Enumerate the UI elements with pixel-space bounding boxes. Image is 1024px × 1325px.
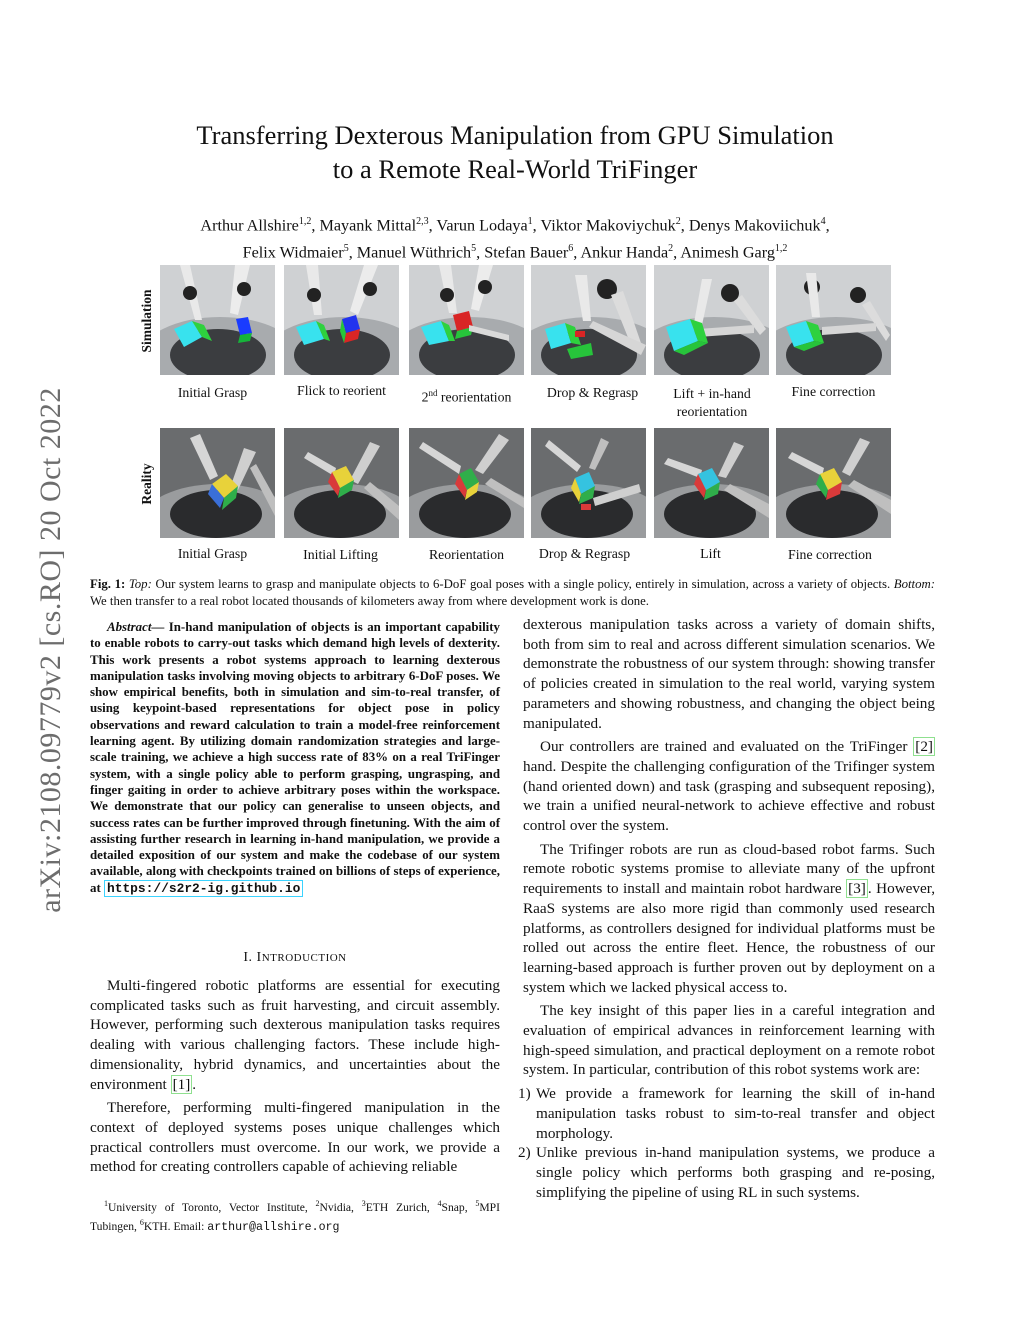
arxiv-stamp — [26, 350, 76, 950]
footnote-aff-text: MPI Tubingen, — [90, 1200, 500, 1234]
author: Viktor Makoviychuk — [540, 216, 676, 235]
footnote-aff-text: University of Toronto, Vector Institute, — [108, 1200, 316, 1214]
caption-top-label: Top: — [128, 577, 152, 591]
intro-paragraph-2: Therefore, performing multi-fingered manipulation in the context of deployed systems poses unique challenges which practical controllers must overcome. In our work, we provide a method for creating controllers capable of achieving reliable — [90, 1099, 500, 1176]
author-affiliation: 2 — [668, 243, 674, 255]
row-label-simulation-text: Simulation — [139, 289, 154, 353]
real-caption-4: Drop & Regrasp — [538, 546, 631, 561]
paper-title — [120, 118, 910, 186]
author: Denys Makoviichuk — [688, 216, 821, 235]
author: Arthur Allshire — [200, 216, 299, 235]
sim-frame-4 — [531, 265, 646, 375]
author-affiliation: 1 — [527, 216, 533, 227]
contribution-list-item — [518, 1084, 935, 1143]
list-text: Unlike previous in-hand manipulation systems, we produce a single policy which performs both grasping and re-posing, simplifying the pipeline of using RL in such systems. — [536, 1144, 935, 1201]
footnote-aff-text: Nvidia, — [319, 1200, 362, 1214]
right-p3-text: The Trifinger robots are run as cloud-based robot farms. Such remote robotic systems promise to alleviate many of the upfront requirements to install and maintain robot hardware — [523, 840, 935, 898]
author: Stefan Bauer — [484, 243, 569, 262]
real-caption-2: Initial Lifting — [303, 547, 378, 562]
section-title-initial: I — [256, 950, 262, 965]
arxiv-stamp-text: arXiv:2108.09779v2 [cs.RO] 20 Oct 2022 — [34, 387, 67, 913]
author-affiliation: 1,2 — [298, 216, 312, 227]
sim-caption-1: Initial Grasp — [177, 385, 248, 400]
left-column-body — [90, 976, 500, 1181]
footnote-aff-number: 4 — [437, 1199, 442, 1208]
section-number: I. — [243, 950, 257, 965]
abstract-heading: Abstract — [107, 620, 152, 634]
list-number: 1) — [518, 1085, 531, 1103]
right-paragraph-1: dexterous manipulation tasks across a variety of domain shifts, both from sim to real and across different simulation scenarios. We demonstrate the robustness of our system through: showing transfer of policies created in simulation to the real world, varying system parameters and showing robustness, and changing the object being manipulated. — [523, 616, 935, 732]
author-list — [110, 210, 920, 265]
real-frame-2 — [284, 428, 399, 538]
row-label-reality-text: Reality — [139, 463, 154, 505]
citation-link[interactable]: [3] — [848, 880, 866, 898]
citation-link[interactable]: [2] — [915, 738, 933, 756]
caption-text-1: Our system learns to grasp and manipulate objects to 6-DoF goal poses with a single policy, entirely in simulation, across a variety of objects. — [151, 577, 894, 591]
right-paragraph-2 — [523, 737, 935, 836]
sim-caption-4: Drop & Regrasp — [546, 385, 639, 400]
section-title-rest: NTRODUCTION — [261, 952, 347, 964]
sim-caption-3-text: reorientation — [437, 389, 512, 405]
footnote-aff-text: Snap, — [441, 1200, 476, 1214]
title-line-2: to a Remote Real-World TriFinger — [332, 154, 698, 184]
real-frame-6 — [776, 428, 891, 538]
sim-caption-3-prefix: 2 — [421, 389, 429, 405]
right-paragraph-4: The key insight of this paper lies in a careful integration and evaluation of empirical advances in reinforcement learning with high-speed simulation, and practical deployment on a remote robot system. In particular, contribution of this robot systems work are: — [523, 1002, 935, 1079]
author: Manuel Wüthrich — [356, 243, 472, 262]
contact-email[interactable]: arthur@allshire.org — [207, 1221, 340, 1235]
affiliations-footnote — [90, 1196, 500, 1236]
real-caption-1: Initial Grasp — [177, 546, 248, 561]
figure-label: Fig. 1: — [90, 577, 126, 591]
author-line-1: Arthur Allshire$^{1,2}$, Mayank Mittal$^{2,3}$, Varun Lodaya$^1$, Viktor Makoviychuk$^2$, Denys Makoviichuk$^4$, — [200, 216, 830, 235]
author-affiliation: 5 — [343, 243, 349, 255]
right-column-body — [518, 615, 935, 1202]
footnote-aff-number: 5 — [475, 1199, 480, 1208]
intro-p1-end: . — [192, 1075, 197, 1093]
author-line-2: Felix Widmaier$^5$, Manuel Wüthrich$^5$, Stefan Bauer$^6$, Ankur Handa$^2$, Animesh Garg$^{1,2}$ — [242, 243, 788, 262]
right-paragraph-3 — [523, 840, 935, 998]
abstract-text: — In-hand manipulation of objects is an important capability to enable robots to carry-out tasks which demand high levels of dexterity. This work presents a robot systems approach to learning dexterous manipulation tasks involving moving objects to arbitrary 6-DoF poses. We show empirical benefits, both in simulation and sim-to-real transfer, of using keypoint-based representations for object pose in policy observations and reward calculation to train a model-free reinforcement learning agent. By utilizing domain randomization strategies and large-scale training, we achieve a high success rate of 83% on a real TriFinger system, with a single policy able to perform grasping, ungrasping, and finger gaiting in order to achieve arbitrary poses within the workspace. We demonstrate that our policy can generalise to unseen objects, and success rates can be further improved through finetuning. With the aim of assisting further research in learning in-hand manipulation, we provide a detailed exposition of our system and make the codebase of our system available, along with checkpoints trained on billions of steps of experience, at — [90, 620, 500, 895]
title-line-1: Transferring Dexterous Manipulation from GPU Simulation — [196, 120, 834, 150]
author-affiliation: 2 — [675, 216, 681, 227]
real-frame-4 — [531, 428, 646, 538]
sim-caption-3-sup: nd — [428, 388, 438, 398]
author-affiliation: 5 — [471, 243, 477, 255]
author: Varun Lodaya — [436, 216, 528, 235]
right-p2-text: Our controllers are trained and evaluated on the TriFinger — [540, 738, 914, 756]
author: Ankur Handa — [580, 243, 669, 262]
author-affiliation: 6 — [568, 243, 574, 255]
list-number: 2) — [518, 1144, 531, 1162]
sim-frame-1 — [160, 265, 275, 375]
sim-caption-6: Fine correction — [791, 384, 876, 399]
footnote-aff-text: ETH Zurich, — [365, 1200, 438, 1214]
project-url-link[interactable]: https://s2r2-ig.github.io — [104, 880, 303, 897]
real-caption-3: Reorientation — [428, 547, 505, 562]
figure-caption — [90, 576, 935, 610]
sim-frame-6 — [776, 265, 891, 375]
intro-paragraph-1 — [90, 976, 500, 1094]
footnote-aff-number: 6 — [139, 1218, 144, 1228]
row-label-simulation — [132, 265, 162, 377]
caption-text-2: We then transfer to a real robot located thousands of kilometers away from where development work is done. — [90, 594, 650, 608]
sim-frame-2 — [284, 265, 399, 375]
author: Animesh Garg — [680, 243, 775, 262]
author: Mayank Mittal — [319, 216, 417, 235]
author: Felix Widmaier — [242, 243, 344, 262]
footnote-aff-number: 3 — [361, 1199, 366, 1208]
sim-caption-2: Flick to reorient — [297, 383, 386, 398]
right-p3-text-end: . However, RaaS systems are also more rigid than commonly used research platforms, as controllers designed for individual platforms must be rolled out across the entire fleet. Hence, the robustness of our learning-based approach is further proven out by deployment on a system which we lacked physical access to. — [523, 880, 935, 996]
author-affiliation: 4 — [820, 216, 826, 227]
author-affiliation: 1,2 — [774, 243, 788, 255]
real-frame-3 — [409, 428, 524, 538]
citation-link[interactable]: [1] — [172, 1075, 191, 1093]
list-text: We provide a framework for learning the skill of in-hand manipulation tasks robust to sim-to-real transfer and object morphology. — [536, 1085, 935, 1142]
sim-frame-5 — [654, 265, 769, 375]
caption-bottom-label: Bottom: — [893, 577, 935, 591]
real-caption-6: Fine correction — [788, 547, 872, 562]
intro-p1-text: Multi-fingered robotic platforms are essential for executing complicated tasks such as fruit harvesting, and circuit assembly. However, performing such dexterous manipulation tasks requires dealing with various challenging factors. These include high-dimensionality, hybrid dynamics, and uncertainties about the environment — [90, 977, 500, 1093]
author-affiliation: 2,3 — [416, 216, 429, 227]
real-frame-1 — [160, 428, 275, 538]
sim-caption-3 — [404, 384, 529, 407]
footnote-aff-text: KTH. Email: — [143, 1220, 208, 1234]
section-heading-introduction — [90, 950, 500, 966]
sim-frame-3 — [409, 265, 524, 375]
contribution-list-item — [518, 1143, 935, 1202]
right-p2-text-end: hand. Despite the challenging configuration of the Trifinger system (hand oriented down) and task (grasping and subsequent reposing), we train a unified neural-network to achieve effective and robust control over the system. — [523, 757, 935, 835]
abstract — [90, 619, 500, 897]
row-label-reality — [132, 428, 162, 540]
sim-caption-5: Lift + in-hand reorientation — [673, 386, 751, 419]
footnote-aff-number: 2 — [315, 1199, 320, 1208]
real-frame-5 — [654, 428, 769, 538]
footnote-aff-number: 1 — [104, 1199, 108, 1208]
real-caption-5: Lift — [700, 546, 721, 561]
